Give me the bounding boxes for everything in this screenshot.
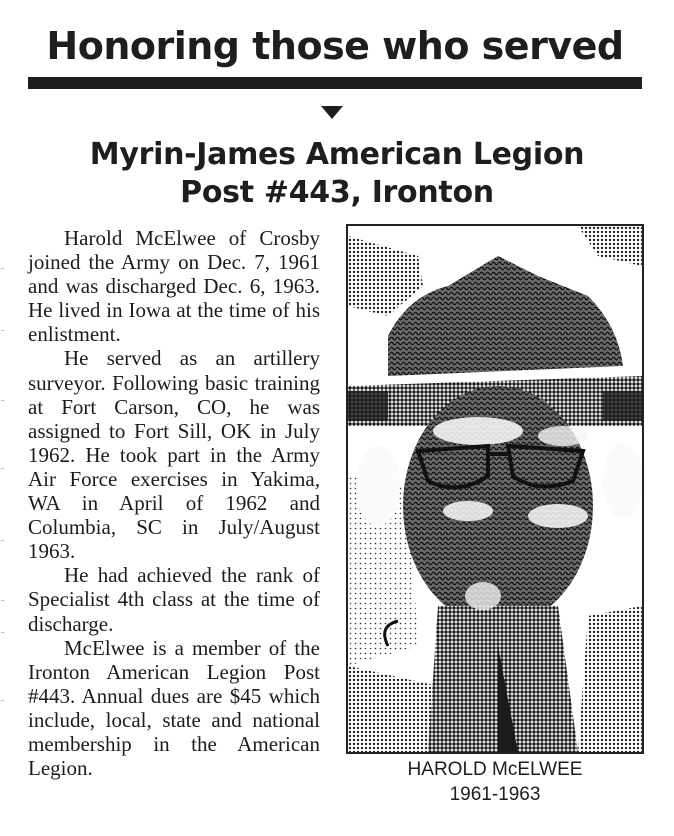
article-body — [28, 226, 320, 780]
photo-caption — [346, 757, 644, 807]
headline-rule — [28, 77, 642, 89]
section-headline: Honoring those who served — [46, 24, 624, 68]
page-edge-marks — [0, 0, 8, 836]
article-subhead — [0, 136, 674, 212]
paragraph-enlistment: Harold McElwee of Crosby joined the Army on Dec. 7, 1961 and was discharged Dec. 6, 1963. He lived in Iowa at the time of his enlistment. — [28, 226, 320, 347]
halftone-portrait-image — [348, 226, 642, 752]
portrait-photo — [346, 224, 644, 754]
paragraph-membership: McElwee is a member of the Ironton American Legion Post #443. Annual dues are $45 which include, local, state and national membership in the American Legion. — [28, 635, 320, 781]
paragraph-service: He served as an artillery surveyor. Following basic training at Fort Carson, CO, he was assigned to Fort Sill, OK in July 1962. He took part in the Army Air Force exercises in Yakima, WA in April of 1962 and Columbia, SC in July/August 1963. — [28, 346, 320, 564]
subhead-line-1: Myrin-James American Legion — [89, 137, 585, 172]
down-triangle-icon — [321, 106, 343, 119]
caption-years: 1961-1963 — [449, 784, 541, 805]
paragraph-rank: He had achieved the rank of Specialist 4th class at the time of discharge. — [28, 563, 320, 636]
subhead-line-2: Post #443, Ironton — [180, 175, 494, 210]
caption-name: HAROLD McELWEE — [407, 759, 583, 780]
